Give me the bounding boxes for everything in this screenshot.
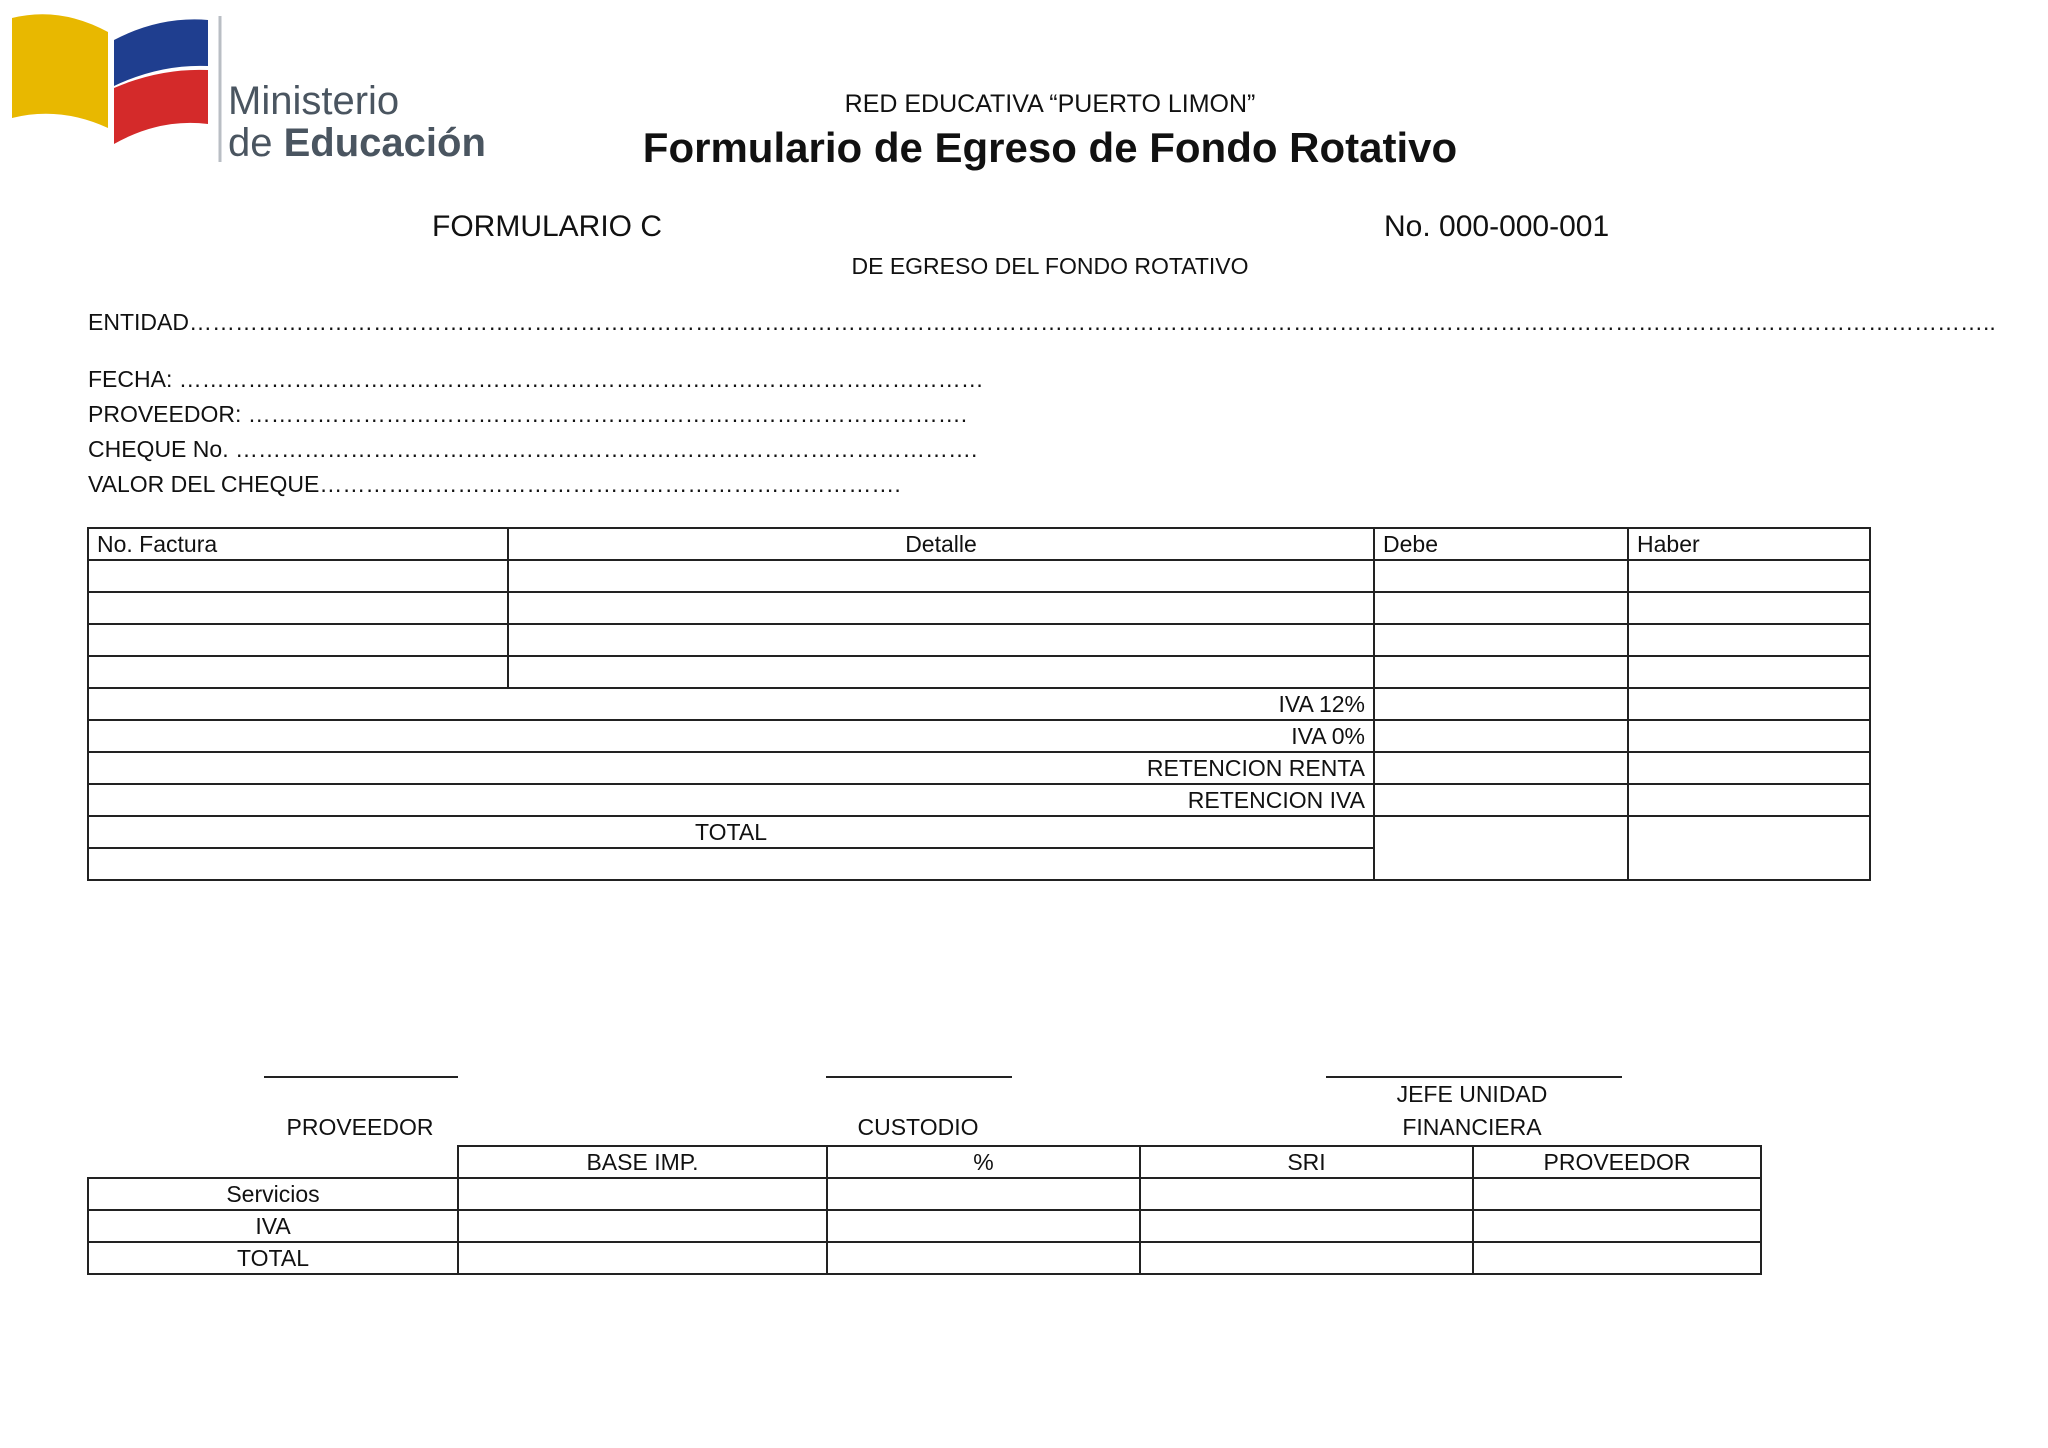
fecha-field: FECHA: …………………………………………………………………………………………… bbox=[88, 366, 984, 392]
total-haber-cell[interactable] bbox=[1628, 816, 1870, 880]
logo-line-1: Ministerio bbox=[228, 79, 400, 123]
debe-cell[interactable] bbox=[1374, 656, 1628, 688]
custodio-signature-label: CUSTODIO bbox=[857, 1114, 979, 1140]
summary-row bbox=[88, 720, 1870, 752]
logo-wordmark bbox=[228, 80, 486, 164]
jefe-signature-label-2: FINANCIERA bbox=[1402, 1114, 1542, 1140]
col-header-haber: Haber bbox=[1628, 528, 1870, 560]
form-label: FORMULARIO C bbox=[432, 210, 663, 243]
sri-cell[interactable] bbox=[1140, 1178, 1473, 1210]
debe-cell[interactable] bbox=[1374, 688, 1628, 720]
egreso-table bbox=[87, 527, 1871, 881]
row-label-total: TOTAL bbox=[88, 1242, 458, 1274]
table-row bbox=[88, 1242, 1761, 1274]
total-extra-cell[interactable] bbox=[88, 848, 1374, 880]
table-header-row bbox=[88, 528, 1870, 560]
detalle-cell[interactable] bbox=[508, 592, 1374, 624]
debe-cell[interactable] bbox=[1374, 720, 1628, 752]
total-row bbox=[88, 816, 1870, 848]
row-label-iva: IVA bbox=[88, 1210, 458, 1242]
debe-cell[interactable] bbox=[1374, 624, 1628, 656]
sri-cell[interactable] bbox=[1140, 1210, 1473, 1242]
haber-cell[interactable] bbox=[1628, 784, 1870, 816]
col-header-proveedor: PROVEEDOR bbox=[1473, 1146, 1761, 1178]
cheque-field: CHEQUE No. ……………………………………………………………………………………. bbox=[88, 436, 978, 462]
empty-corner-cell bbox=[88, 1146, 458, 1178]
table-row bbox=[88, 560, 1870, 592]
proveedor-signature-label: PROVEEDOR bbox=[286, 1114, 434, 1140]
debe-cell[interactable] bbox=[1374, 752, 1628, 784]
factura-cell[interactable] bbox=[88, 624, 508, 656]
sri-cell[interactable] bbox=[1140, 1242, 1473, 1274]
summary-label: IVA 12% bbox=[88, 688, 1374, 720]
proveedor-cell[interactable] bbox=[1473, 1210, 1761, 1242]
percent-cell[interactable] bbox=[827, 1210, 1140, 1242]
col-header-sri: SRI bbox=[1140, 1146, 1473, 1178]
entidad-field: ENTIDAD……………………………………………………………………………………………………………………………………………………………………………………………………………….. bbox=[88, 309, 1996, 335]
form-subtitle: DE EGRESO DEL FONDO ROTATIVO bbox=[851, 253, 1249, 279]
summary-label: RETENCION IVA bbox=[88, 784, 1374, 816]
debe-cell[interactable] bbox=[1374, 592, 1628, 624]
col-header-factura: No. Factura bbox=[88, 528, 508, 560]
base-cell[interactable] bbox=[458, 1178, 827, 1210]
summary-label: IVA 0% bbox=[88, 720, 1374, 752]
percent-cell[interactable] bbox=[827, 1242, 1140, 1274]
logo-line-2: de Educación bbox=[228, 121, 486, 165]
haber-cell[interactable] bbox=[1628, 560, 1870, 592]
percent-cell[interactable] bbox=[827, 1178, 1140, 1210]
jefe-signature-label-1: JEFE UNIDAD bbox=[1396, 1081, 1548, 1107]
col-header-debe: Debe bbox=[1374, 528, 1628, 560]
debe-cell[interactable] bbox=[1374, 784, 1628, 816]
debe-cell[interactable] bbox=[1374, 560, 1628, 592]
proveedor-field: PROVEEDOR: …………………………………………………………………………………. bbox=[88, 401, 968, 427]
detalle-cell[interactable] bbox=[508, 560, 1374, 592]
row-label-servicios: Servicios bbox=[88, 1178, 458, 1210]
form-number: No. 000-000-001 bbox=[1384, 210, 1610, 243]
detalle-cell[interactable] bbox=[508, 624, 1374, 656]
haber-cell[interactable] bbox=[1628, 624, 1870, 656]
valor-cheque-field: VALOR DEL CHEQUE…………………………………………………………………. bbox=[88, 471, 901, 497]
summary-row bbox=[88, 688, 1870, 720]
table-row bbox=[88, 656, 1870, 688]
summary-row bbox=[88, 784, 1870, 816]
jefe-signature-line bbox=[1326, 1076, 1622, 1078]
factura-cell[interactable] bbox=[88, 656, 508, 688]
haber-cell[interactable] bbox=[1628, 752, 1870, 784]
summary-label: RETENCION RENTA bbox=[88, 752, 1374, 784]
table-row bbox=[88, 624, 1870, 656]
retencion-header-row bbox=[88, 1146, 1761, 1178]
factura-cell[interactable] bbox=[88, 592, 508, 624]
haber-cell[interactable] bbox=[1628, 656, 1870, 688]
haber-cell[interactable] bbox=[1628, 720, 1870, 752]
total-debe-cell[interactable] bbox=[1374, 816, 1628, 880]
base-cell[interactable] bbox=[458, 1210, 827, 1242]
haber-cell[interactable] bbox=[1628, 688, 1870, 720]
proveedor-cell[interactable] bbox=[1473, 1178, 1761, 1210]
proveedor-signature-line bbox=[264, 1076, 458, 1078]
custodio-signature-line bbox=[826, 1076, 1012, 1078]
summary-row bbox=[88, 752, 1870, 784]
col-header-percent: % bbox=[827, 1146, 1140, 1178]
factura-cell[interactable] bbox=[88, 560, 508, 592]
detalle-cell[interactable] bbox=[508, 656, 1374, 688]
page-title: Formulario de Egreso de Fondo Rotativo bbox=[642, 124, 1458, 171]
haber-cell[interactable] bbox=[1628, 592, 1870, 624]
proveedor-cell[interactable] bbox=[1473, 1242, 1761, 1274]
table-row bbox=[88, 1210, 1761, 1242]
table-row bbox=[88, 592, 1870, 624]
total-label: TOTAL bbox=[88, 816, 1374, 848]
retencion-table bbox=[87, 1145, 1762, 1275]
base-cell[interactable] bbox=[458, 1242, 827, 1274]
col-header-base: BASE IMP. bbox=[458, 1146, 827, 1178]
network-name: RED EDUCATIVA “PUERTO LIMON” bbox=[844, 90, 1256, 118]
col-header-detalle: Detalle bbox=[508, 528, 1374, 560]
table-row bbox=[88, 1178, 1761, 1210]
